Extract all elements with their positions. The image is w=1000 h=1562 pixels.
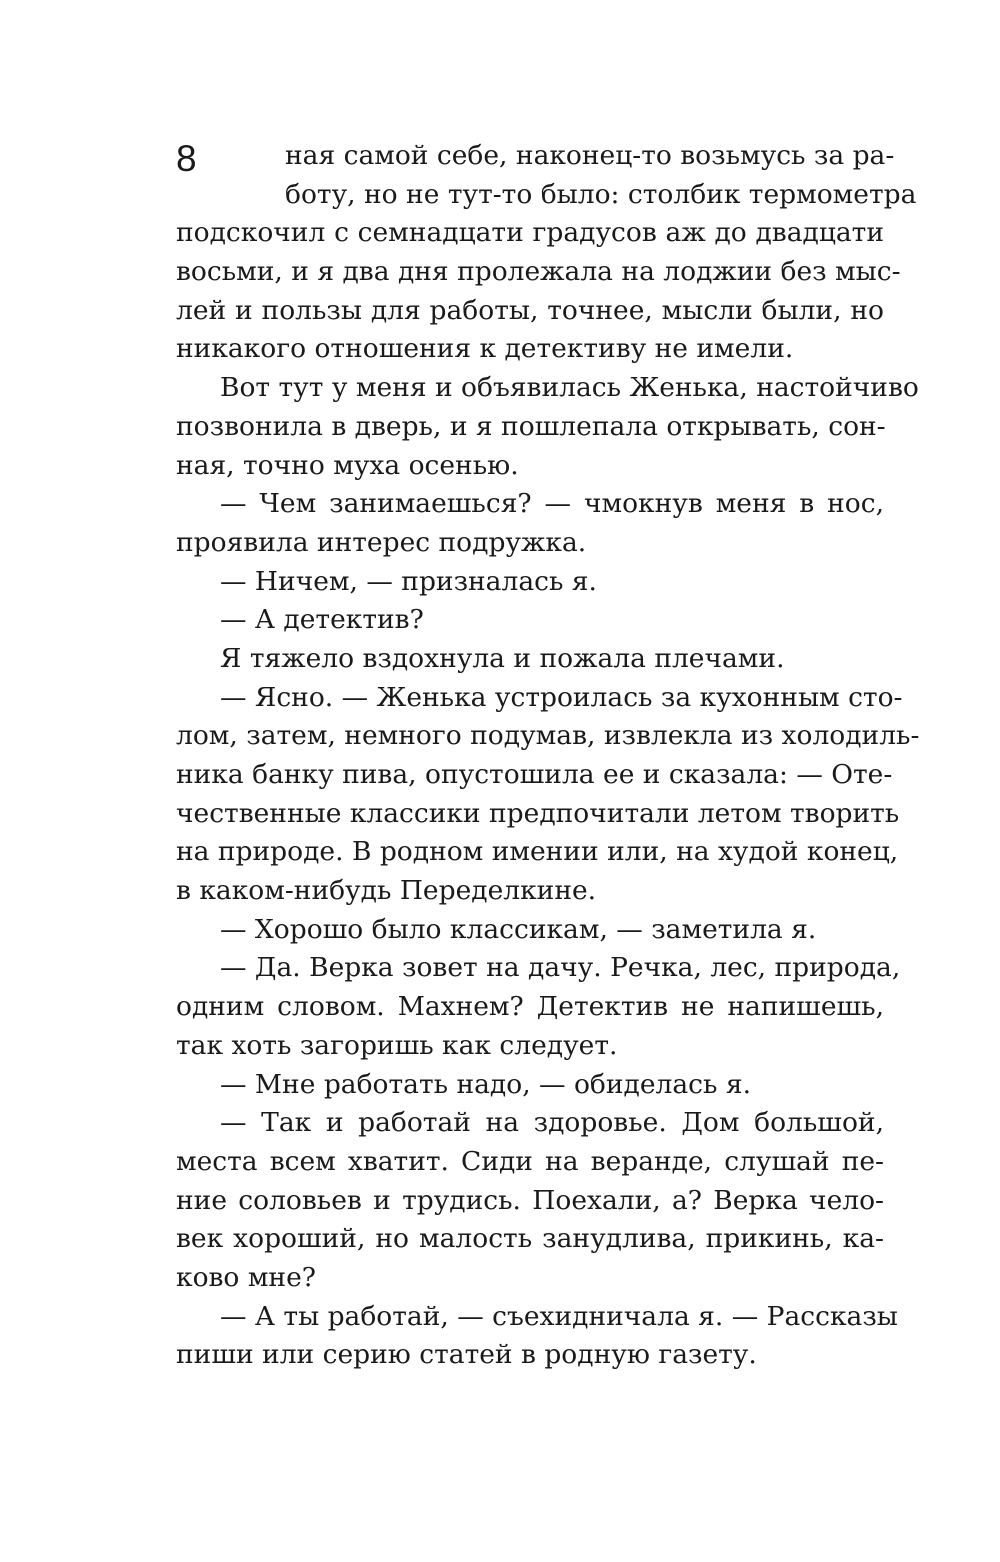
text-line: ная, точно муха осенью. <box>176 449 519 481</box>
text-line: Вот тут у меня и объявилась Женька, настойчиво <box>220 372 919 404</box>
text-line: так хоть загоришь как следует. <box>176 1029 618 1061</box>
text-line: ково мне? <box>176 1261 316 1293</box>
page-number: 8 <box>176 138 197 179</box>
text-line: лом, затем, немного подумав, извлекла из холодиль- <box>176 720 920 752</box>
body-text <box>176 137 920 1375</box>
text-line: позвонила в дверь, и я пошлепала открывать, сон- <box>176 410 886 442</box>
text-line: век хороший, но малость занудлива, прикинь, ка- <box>176 1223 884 1255</box>
text-line: места всем хватит. Сиди на веранде, слушай пе- <box>176 1145 884 1177</box>
text-line: на природе. В родном имении или, на худой конец, <box>176 836 899 868</box>
text-line: восьми, и я два дня пролежала на лоджии без мыс- <box>176 256 901 288</box>
text-line: — Ничем, — призналась я. <box>220 565 597 597</box>
text-line: чественные классики предпочитали летом творить <box>176 797 900 829</box>
text-line: — Ясно. — Женька устроилась за кухонным сто- <box>220 681 903 713</box>
text-line: ная самой себе, наконец-то возьмусь за ра- <box>285 140 895 171</box>
text-line: боту, но не тут-то было: столбик термометра <box>285 178 917 210</box>
text-line: лей и пользы для работы, точнее, мысли были, но <box>176 294 884 326</box>
text-line: — Мне работать надо, — обиделась я. <box>220 1068 752 1100</box>
text-line: ние соловьев и трудись. Поехали, а? Верка чело- <box>176 1184 884 1216</box>
text-line: — А детектив? <box>220 604 424 636</box>
text-line: ника банку пива, опустошила ее и сказала: — Оте- <box>176 759 893 790</box>
text-line: пиши или серию статей в родную газету. <box>176 1339 757 1371</box>
text-line: — Хорошо было классикам, — заметила я. <box>220 913 817 945</box>
text-line: проявила интерес подружка. <box>176 526 587 558</box>
text-line: в каком-нибудь Переделкине. <box>176 875 597 907</box>
text-line: Я тяжело вздохнула и пожала плечами. <box>220 642 785 674</box>
text-line: — Да. Верка зовет на дачу. Речка, лес, природа, <box>220 952 901 984</box>
text-line: одним словом. Махнем? Детектив не напишешь, <box>176 991 884 1023</box>
text-line: подскочил с семнадцати градусов аж до двадцати <box>176 217 884 249</box>
text-line: никакого отношения к детективу не имели. <box>176 333 794 365</box>
text-line: — Так и работай на здоровье. Дом большой, <box>220 1107 884 1139</box>
text-line: — А ты работай, — съехидничала я. — Рассказы <box>220 1300 898 1332</box>
text-line: — Чем занимаешься? — чмокнув меня в нос, <box>220 488 884 520</box>
